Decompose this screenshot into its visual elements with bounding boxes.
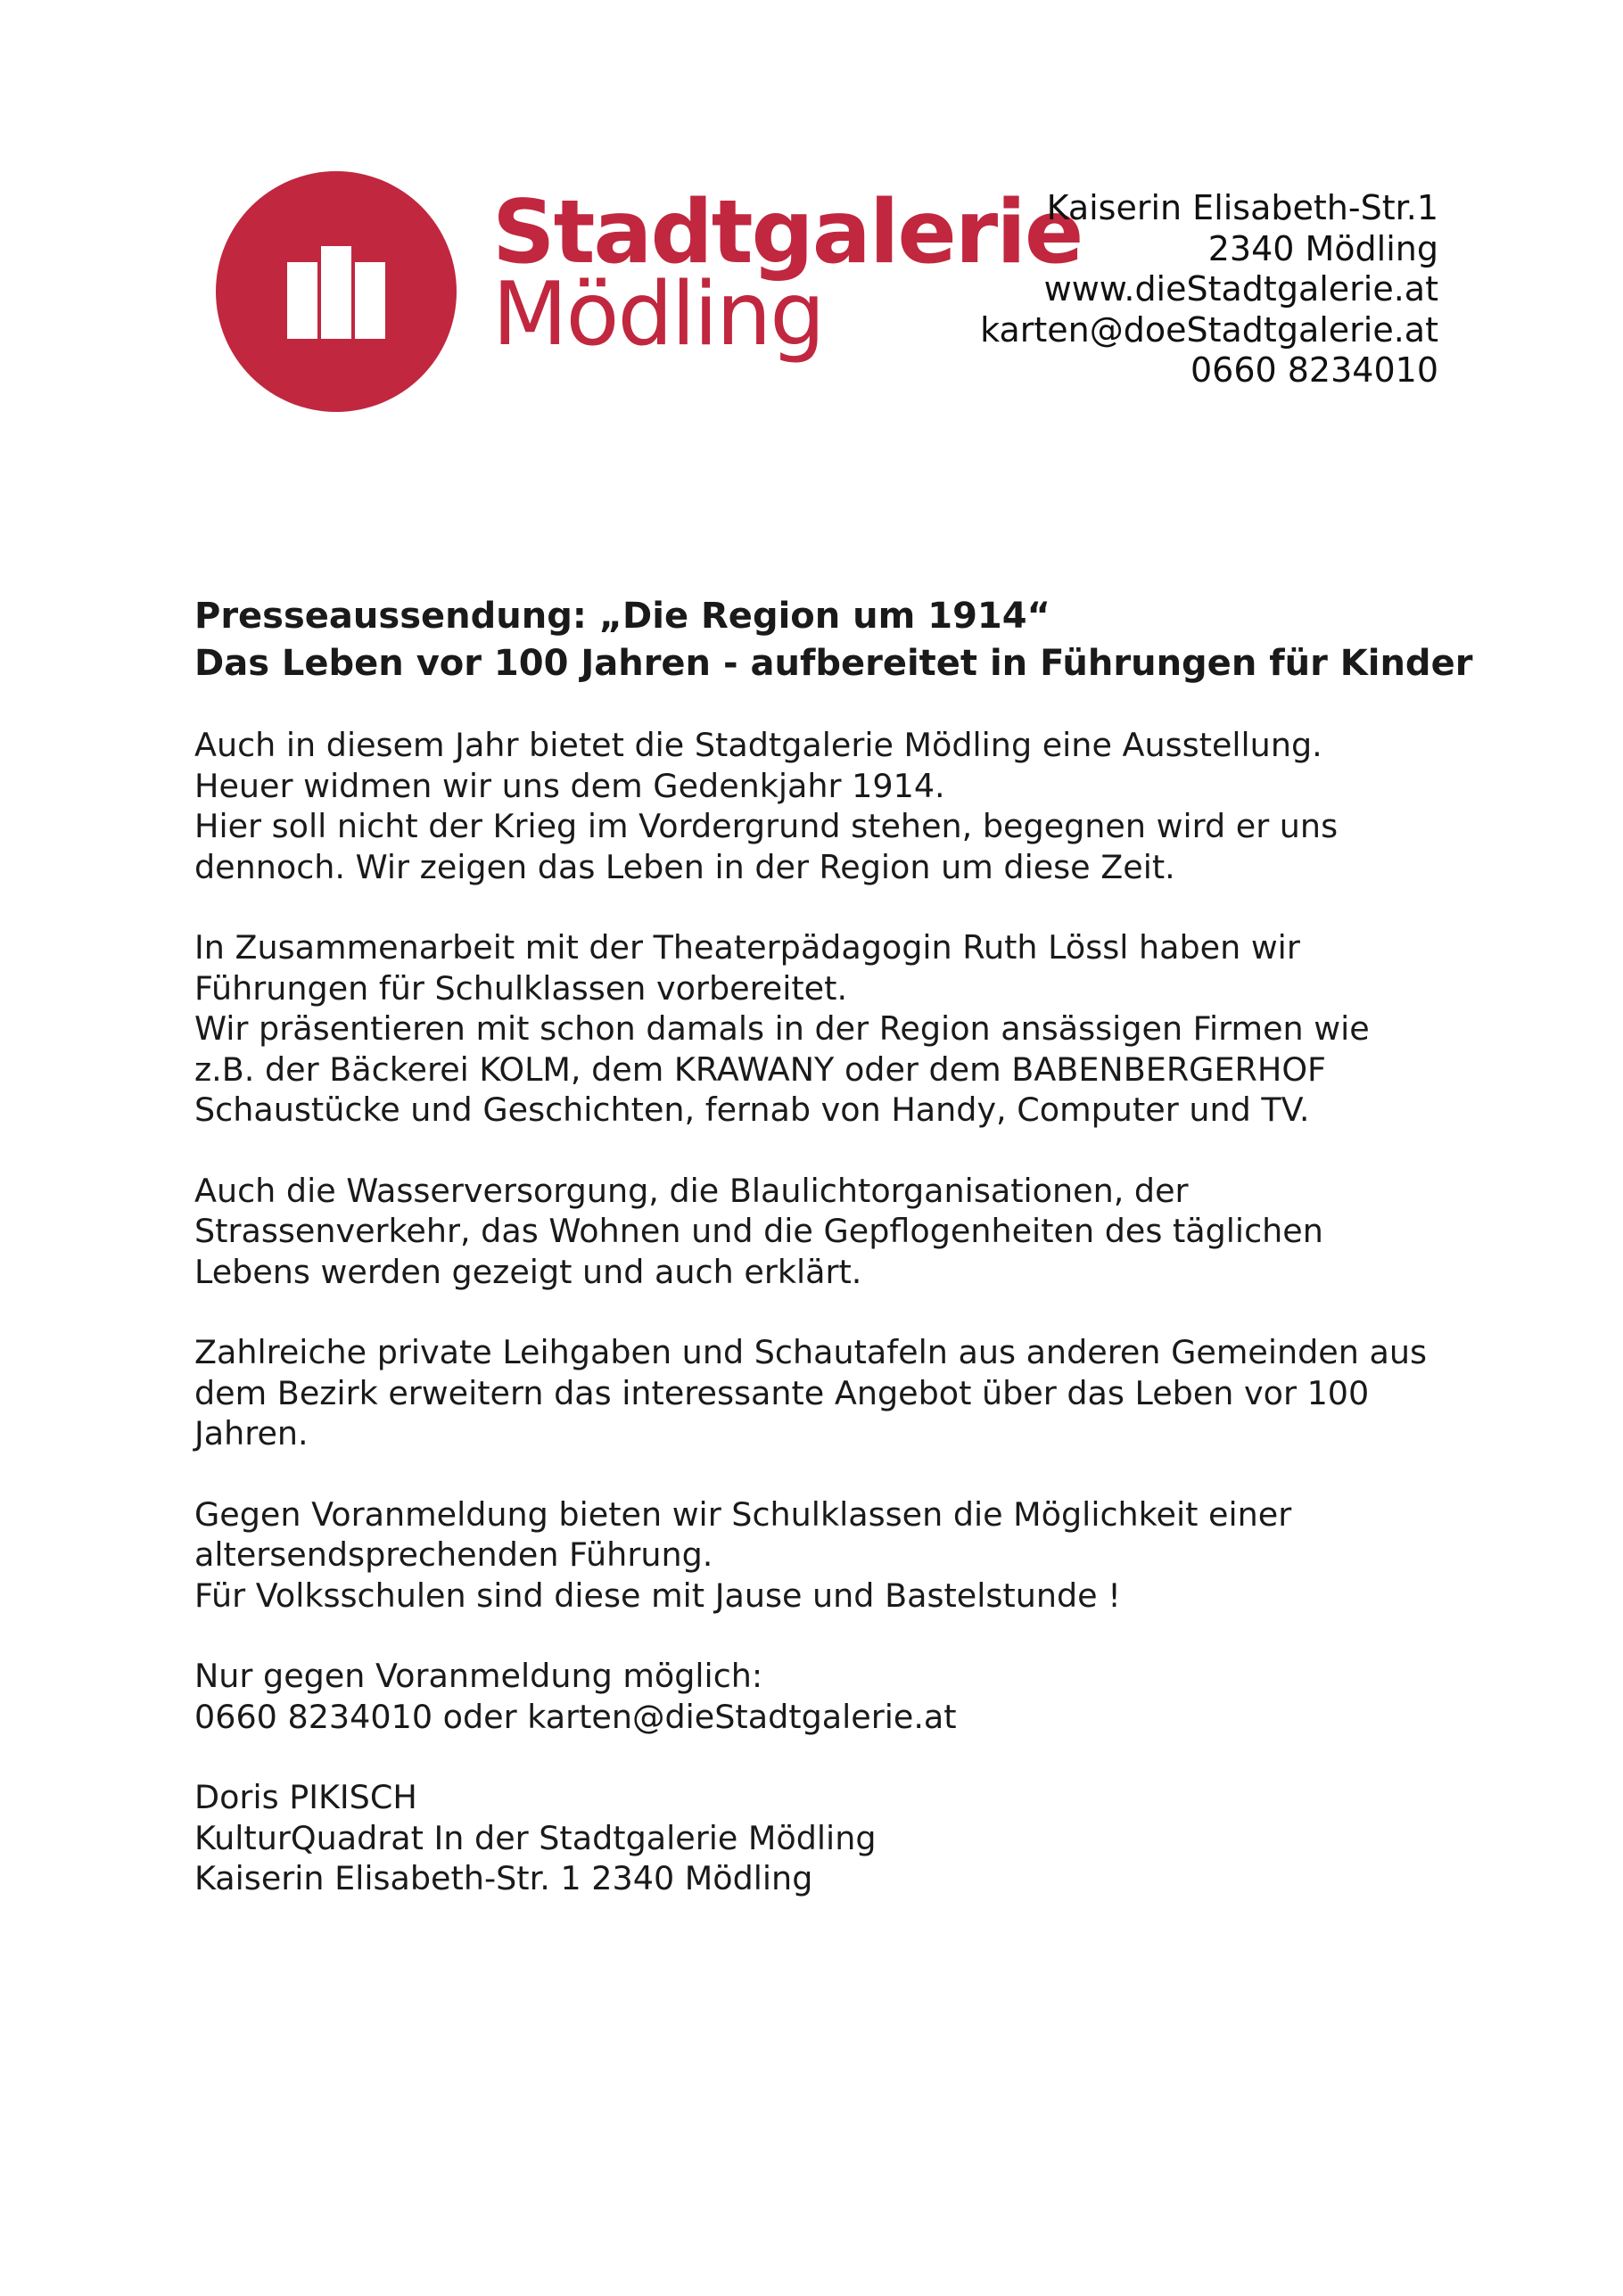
signature-name: Doris PIKISCH	[194, 1778, 417, 1816]
text-line: Wir präsentieren mit schon damals in der Region ansässigen Firmen wie	[194, 1009, 1370, 1048]
text-line: Hier soll nicht der Krieg im Vordergrund stehen, begegnen wird er uns	[194, 807, 1339, 845]
signature-block	[194, 1777, 1461, 1899]
text-line: altersendsprechenden Führung.	[194, 1535, 713, 1574]
title-line-1: Presseaussendung: „Die Region um 1914“	[194, 596, 1050, 637]
signature-address: Kaiserin Elisabeth-Str. 1 2340 Mödling	[194, 1859, 813, 1897]
text-line: Führungen für Schulklassen vorbereitet.	[194, 968, 848, 1008]
paragraph-registration	[194, 1494, 1461, 1617]
paragraph-topics	[194, 1171, 1461, 1293]
text-line: 0660 8234010 oder karten@dieStadtgalerie.at	[194, 1697, 957, 1736]
text-line: Auch die Wasserversorgung, die Blaulichtorganisationen, der	[194, 1171, 1189, 1210]
logo-line-moedling: Mödling	[492, 264, 824, 366]
paragraph-booking-contact	[194, 1656, 1461, 1737]
text-line: Auch in diesem Jahr bietet die Stadtgalerie Mödling eine Ausstellung.	[194, 726, 1322, 764]
title-line-2: Das Leben vor 100 Jahren - aufbereitet in Führungen für Kinder	[194, 643, 1473, 684]
text-line: Zahlreiche private Leihgaben und Schautafeln aus anderen Gemeinden aus	[194, 1333, 1427, 1371]
text-line: Lebens werden gezeigt und auch erklärt.	[194, 1252, 862, 1291]
text-line: dem Bezirk erweitern das interessante Angebot über das Leben vor 100	[194, 1373, 1370, 1412]
contact-address: Kaiserin Elisabeth-Str.1	[1046, 188, 1438, 227]
press-release-body	[194, 593, 1473, 1899]
paragraph-loans	[194, 1332, 1461, 1454]
text-line: Gegen Voranmeldung bieten wir Schulklassen die Möglichkeit einer	[194, 1494, 1292, 1534]
text-line: Strassenverkehr, das Wohnen und die Gepflogenheiten des täglichen	[194, 1212, 1323, 1250]
signature-organization: KulturQuadrat In der Stadtgalerie Mödling	[194, 1818, 877, 1857]
contact-email: karten@doeStadtgalerie.at	[980, 309, 1438, 350]
text-line: Für Volksschulen sind diese mit Jause und Bastelstunde !	[194, 1576, 1121, 1615]
contact-website: www.dieStadtgalerie.at	[1043, 269, 1438, 309]
contact-block	[980, 188, 1438, 391]
text-line: Jahren.	[194, 1414, 309, 1452]
text-line: Nur gegen Voranmeldung möglich:	[194, 1657, 763, 1695]
contact-phone: 0660 8234010	[1190, 350, 1438, 390]
logo-line-stadtgalerie: Stadtgalerie	[492, 182, 1083, 284]
press-release-title	[194, 593, 1473, 687]
text-line: Heuer widmen wir uns dem Gedenkjahr 1914.	[194, 766, 945, 805]
stadtgalerie-logo-icon	[216, 171, 457, 412]
text-line: dennoch. Wir zeigen das Leben in der Region um diese Zeit.	[194, 847, 1175, 886]
contact-city: 2340 Mödling	[1207, 228, 1438, 268]
text-line: Schaustücke und Geschichten, fernab von Handy, Computer und TV.	[194, 1090, 1310, 1129]
text-line: z.B. der Bäckerei KOLM, dem KRAWANY oder dem BABENBERGERHOF	[194, 1049, 1327, 1089]
text-line: In Zusammenarbeit mit der Theaterpädagogin Ruth Lössl haben wir	[194, 928, 1300, 967]
paragraph-intro	[194, 725, 1461, 887]
paragraph-tours	[194, 927, 1461, 1131]
